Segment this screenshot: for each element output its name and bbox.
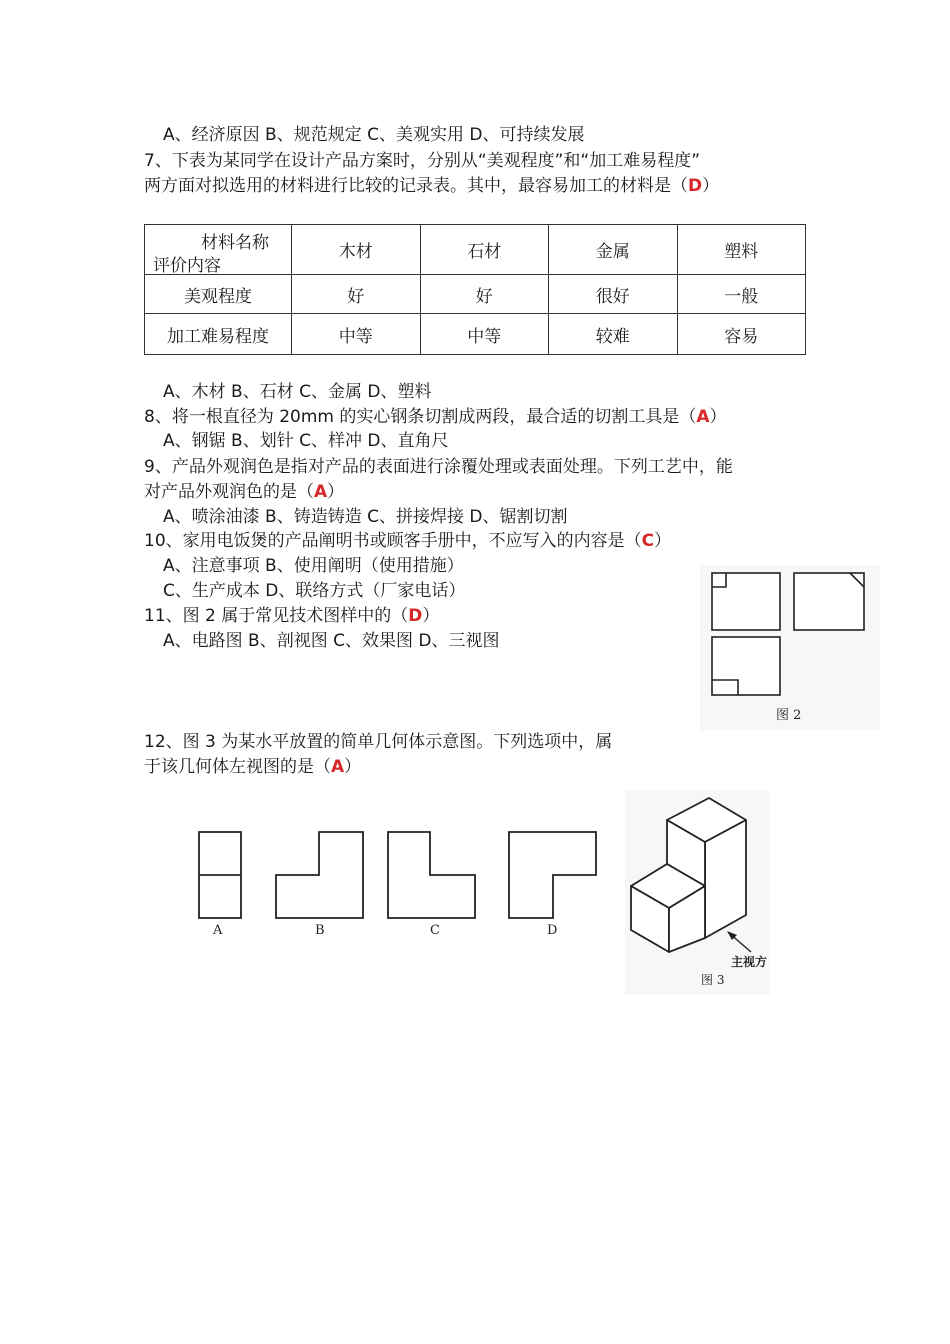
q7-line2: 两方面对拟选用的材料进行比较的记录表。其中，最容易加工的材料是（D）	[144, 176, 720, 196]
top-view-box	[712, 637, 780, 695]
table-cell: 好	[420, 275, 549, 314]
figure-3-options	[185, 790, 775, 995]
header-top-label: 材料名称	[201, 233, 269, 253]
figure-2-label: 图 2	[776, 708, 802, 723]
q9-line1: 9、产品外观润色是指对产品的表面进行涂覆处理或表面处理。下列工艺中，能	[144, 457, 733, 477]
q10-options-1: A、注意事项 B、使用阐明（使用措施）	[163, 556, 464, 576]
table-corner-cell	[145, 225, 292, 275]
q11-answer: D	[408, 606, 423, 626]
column-header: 木材	[292, 225, 421, 275]
option-d-label: D	[547, 923, 558, 938]
q7-options: A、木材 B、石材 C、金属 D、塑料	[163, 382, 432, 402]
option-b-shape	[276, 832, 363, 918]
q9-options: A、喷涂油漆 B、铸造铸造 C、拼接焊接 D、锯割切割	[163, 507, 568, 527]
column-header: 塑料	[677, 225, 806, 275]
q8-answer: A	[696, 407, 710, 427]
option-c-label: C	[430, 923, 440, 938]
option-a-label: A	[213, 923, 223, 938]
table-cell: 很好	[549, 275, 678, 314]
q12-line2: 于该几何体左视图的是（A）	[144, 757, 362, 777]
q8-options: A、钢锯 B、划针 C、样冲 D、直角尺	[163, 431, 449, 451]
table-cell: 较难	[549, 314, 678, 355]
q8-question: 8、将一根直径为 20mm 的实心钢条切割成两段，最合适的切割工具是（A）	[144, 407, 727, 427]
front-view-box	[712, 573, 780, 630]
q12-line1: 12、图 3 为某水平放置的简单几何体示意图。下列选项中，属	[144, 732, 613, 752]
table-row	[145, 275, 806, 314]
material-comparison-table	[144, 224, 806, 355]
q10-options-2: C、生产成本 D、联络方式（厂家电话）	[163, 581, 466, 601]
figure-3-label: 图 3	[701, 973, 725, 987]
table-cell: 好	[292, 275, 421, 314]
option-d-shape	[509, 832, 596, 918]
table-header-row	[145, 225, 806, 275]
q9-answer: A	[314, 482, 328, 502]
q11-question: 11、图 2 属于常见技术图样中的（D）	[144, 606, 440, 626]
table-cell: 中等	[420, 314, 549, 355]
row-label: 加工难易程度	[145, 314, 292, 355]
q11-options: A、电路图 B、剖视图 C、效果图 D、三视图	[163, 631, 500, 651]
q7-line1: 7、下表为某同学在设计产品方案时，分别从“美观程度”和“加工难易程度”	[144, 151, 701, 171]
figure-2-three-views	[700, 565, 880, 730]
row-label: 美观程度	[145, 275, 292, 314]
q10-question: 10、家用电饭煲的产品阐明书或顾客手册中，不应写入的内容是（C）	[144, 531, 672, 551]
q10-answer: C	[641, 531, 655, 551]
q9-line2: 对产品外观润色的是（A）	[144, 482, 345, 502]
table-cell: 一般	[677, 275, 806, 314]
side-view-box	[794, 573, 864, 630]
option-c-shape	[388, 832, 475, 918]
table-cell: 中等	[292, 314, 421, 355]
q12-answer: A	[331, 757, 345, 777]
q6-options: A、经济原因 B、规范规定 C、美观实用 D、可持续发展	[163, 125, 585, 145]
q7-answer: D	[688, 176, 703, 196]
option-b-label: B	[315, 923, 325, 938]
view-direction-label: 主视方	[731, 955, 768, 969]
column-header: 金属	[549, 225, 678, 275]
column-header: 石材	[420, 225, 549, 275]
header-bottom-label: 评价内容	[153, 256, 221, 276]
table-cell: 容易	[677, 314, 806, 355]
table-row	[145, 314, 806, 355]
